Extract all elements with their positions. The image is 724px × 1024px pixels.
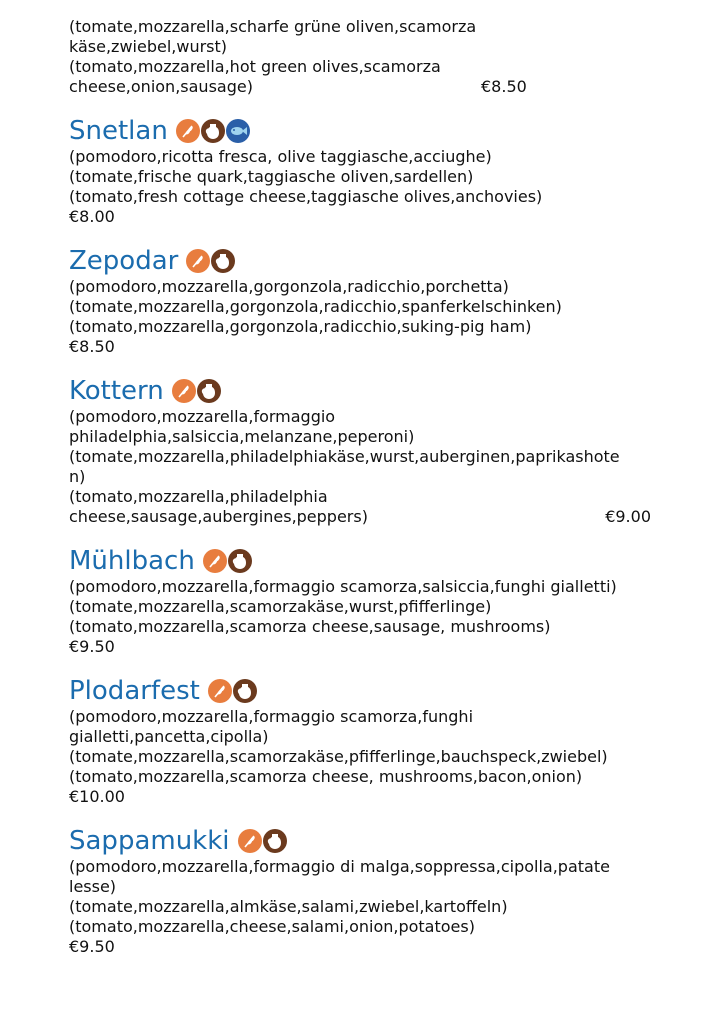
- wheat-icon: [186, 249, 210, 273]
- ingredients-line: (pomodoro,ricotta fresca, olive taggiasche,acciughe): [69, 147, 492, 166]
- wheat-icon: [172, 379, 196, 403]
- fish-icon: [226, 119, 250, 143]
- item-price: €10.00: [69, 787, 125, 806]
- ingredients-line: (tomato,fresh cottage cheese,taggiasche olives,anchovies): [69, 187, 543, 206]
- menu-item: [69, 17, 669, 97]
- ingredients-line: cheese,onion,sausage): [69, 77, 253, 96]
- item-name: Sappamukki: [69, 826, 230, 856]
- item-header: [69, 375, 669, 407]
- ingredients-line: (tomate,mozzarella,scharfe grüne oliven,scamorza: [69, 17, 477, 36]
- item-header: [69, 545, 669, 577]
- ingredients-line: (tomato,mozzarella,hot green olives,scamorza: [69, 57, 441, 76]
- item-name: Snetlan: [69, 116, 168, 146]
- wheat-icon: [208, 679, 232, 703]
- menu-item: [69, 825, 669, 957]
- item-header: [69, 115, 669, 147]
- ingredients-line: philadelphia,salsiccia,melanzane,peperoni): [69, 427, 415, 446]
- ingredients-line: gialletti,pancetta,cipolla): [69, 727, 269, 746]
- ingredients-line: (tomate,frische quark,taggiasche oliven,sardellen): [69, 167, 474, 186]
- item-name: Mühlbach: [69, 546, 195, 576]
- item-header: [69, 825, 669, 857]
- item-name: Kottern: [69, 376, 164, 406]
- ingredients-line: (tomato,mozzarella,scamorza cheese, mushrooms,bacon,onion): [69, 767, 583, 786]
- item-name: Plodarfest: [69, 676, 200, 706]
- ingredients-line: (pomodoro,mozzarella,formaggio di malga,soppressa,cipolla,patate: [69, 857, 610, 876]
- ingredients-line: (pomodoro,mozzarella,formaggio scamorza,funghi: [69, 707, 474, 726]
- ingredients-line: cheese,sausage,aubergines,peppers): [69, 507, 368, 526]
- menu-item: [69, 115, 669, 227]
- ingredients-line: (tomato,mozzarella,philadelphia: [69, 487, 328, 506]
- jug-icon: [197, 379, 221, 403]
- jug-icon: [201, 119, 225, 143]
- ingredients-line: (tomate,mozzarella,scamorzakäse,wurst,pfifferlinge): [69, 597, 492, 616]
- ingredients-line: (tomato,mozzarella,cheese,salami,onion,potatoes): [69, 917, 475, 936]
- item-price: €9.50: [69, 637, 115, 656]
- item-header: [69, 245, 669, 277]
- item-price: €8.00: [69, 207, 115, 226]
- ingredients-line: (tomate,mozzarella,almkäse,salami,zwiebel,kartoffeln): [69, 897, 508, 916]
- menu-item: [69, 545, 669, 657]
- jug-icon: [263, 829, 287, 853]
- item-price: €8.50: [69, 337, 115, 356]
- ingredients-line: (tomato,mozzarella,scamorza cheese,sausage, mushrooms): [69, 617, 551, 636]
- menu-item: [69, 375, 669, 527]
- menu-item: [69, 675, 669, 807]
- wheat-icon: [238, 829, 262, 853]
- ingredients-line: (tomate,mozzarella,gorgonzola,radicchio,spanferkelschinken): [69, 297, 562, 316]
- ingredients-line: (tomato,mozzarella,gorgonzola,radicchio,suking-pig ham): [69, 317, 532, 336]
- wheat-icon: [203, 549, 227, 573]
- jug-icon: [228, 549, 252, 573]
- item-price: €8.50: [481, 77, 527, 96]
- item-price: €9.00: [605, 507, 651, 526]
- jug-icon: [233, 679, 257, 703]
- item-name: Zepodar: [69, 246, 179, 276]
- item-price: €9.50: [69, 937, 115, 956]
- ingredients-line: käse,zwiebel,wurst): [69, 37, 228, 56]
- ingredients-line: (pomodoro,mozzarella,formaggio: [69, 407, 336, 426]
- menu-item: [69, 245, 669, 357]
- jug-icon: [211, 249, 235, 273]
- item-header: [69, 675, 669, 707]
- ingredients-line: (pomodoro,mozzarella,formaggio scamorza,salsiccia,funghi gialletti): [69, 577, 617, 596]
- ingredients-line: lesse): [69, 877, 117, 896]
- ingredients-line: (tomate,mozzarella,scamorzakäse,pfifferlinge,bauchspeck,zwiebel): [69, 747, 608, 766]
- ingredients-line: n): [69, 467, 86, 486]
- ingredients-line: (pomodoro,mozzarella,gorgonzola,radicchio,porchetta): [69, 277, 509, 296]
- wheat-icon: [176, 119, 200, 143]
- ingredients-line: (tomate,mozzarella,philadelphiakäse,wurst,auberginen,paprikashote: [69, 447, 620, 466]
- pizza-menu: [69, 17, 669, 957]
